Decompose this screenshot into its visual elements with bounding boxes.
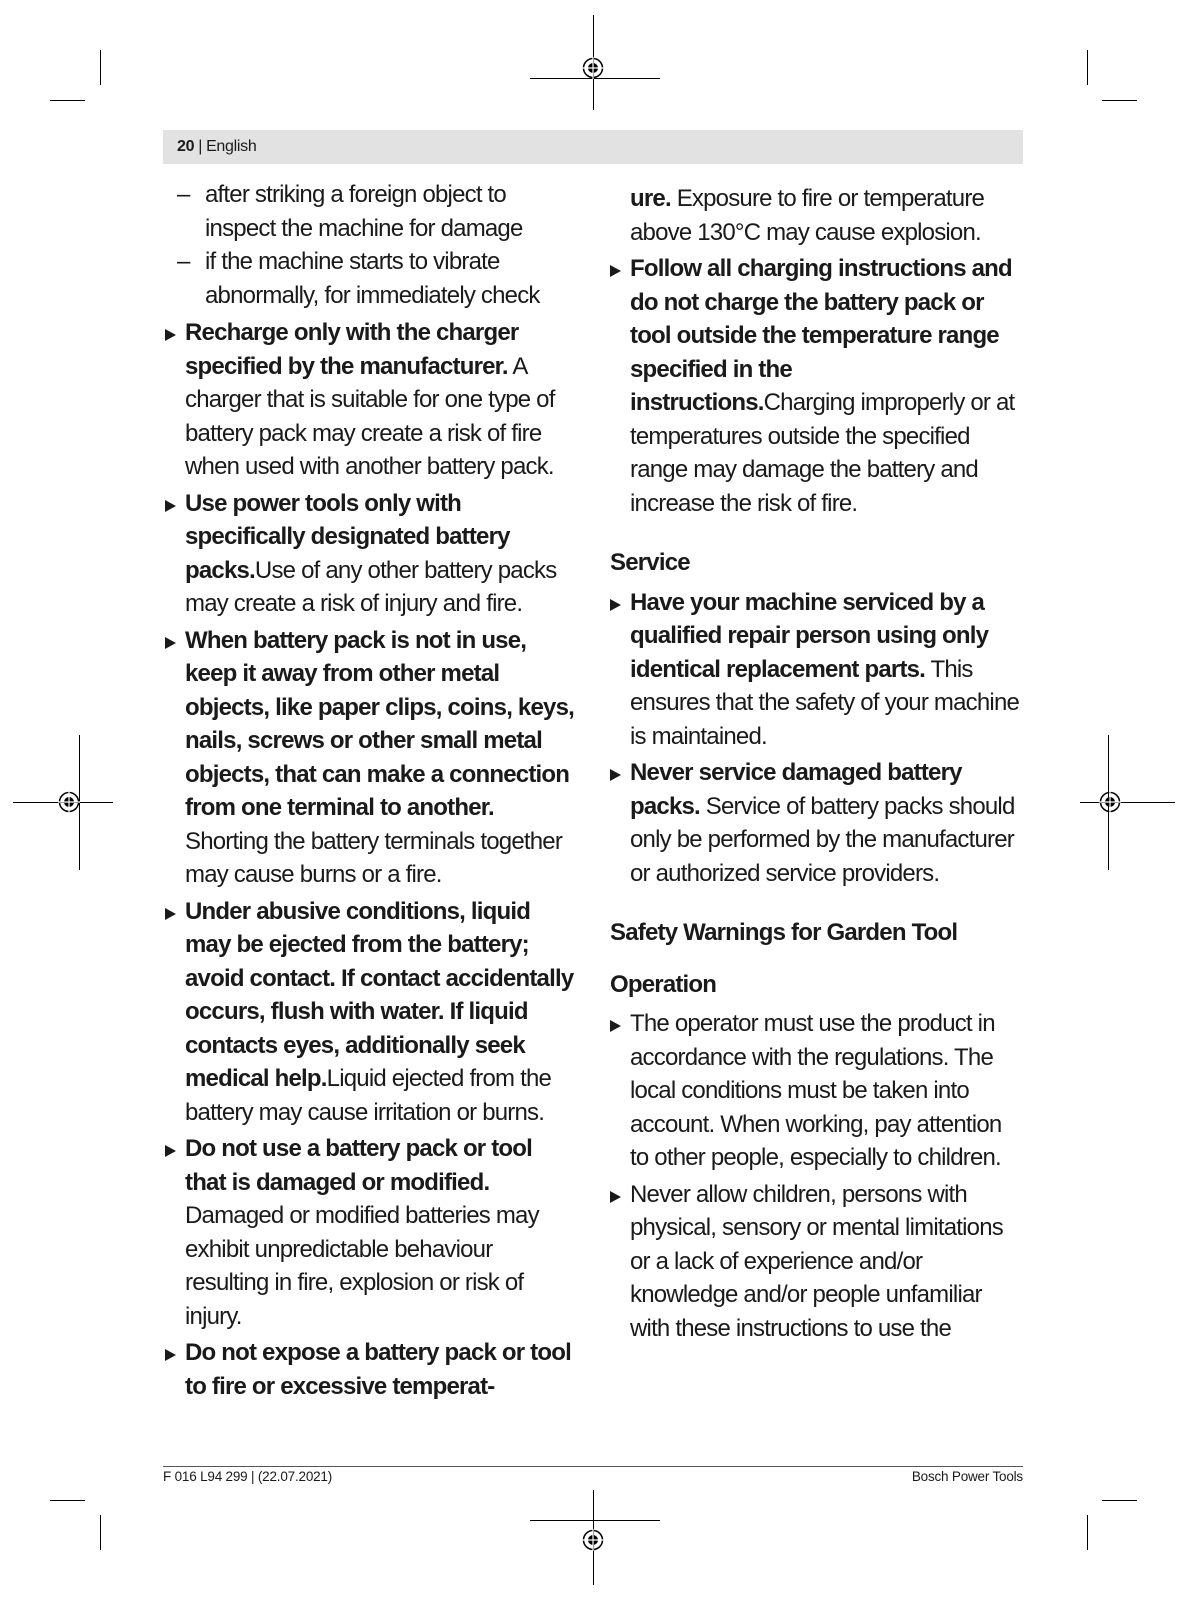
- bullet-triangle-icon: [165, 637, 176, 649]
- warning-item: Do not use a battery pack or tool that is damaged or modified. Damaged or modified batteries may exhibit unpredictable behaviour resulting in fire, explosion or risk of injury.: [165, 1132, 575, 1333]
- registration-mark-icon: [58, 791, 80, 813]
- crop-mark: [50, 1500, 85, 1501]
- bullet-triangle-icon: [165, 1145, 176, 1157]
- warning-item: Never service damaged battery packs. Service of battery packs should only be performed by the manufacturer or authorized service providers.: [610, 756, 1020, 890]
- crop-mark: [1087, 50, 1088, 85]
- header-separator: |: [198, 138, 203, 155]
- section-heading-operation: Operation: [610, 970, 717, 998]
- bullet-triangle-icon: [610, 1020, 621, 1032]
- bullet-triangle-icon: [165, 500, 176, 512]
- warning-item: Follow all charging instructions and do not charge the battery pack or tool outside the temperature range specified in the instructions.Charging improperly or at temperatures outside the specified range may damage the battery and increase the risk of fire.: [610, 252, 1020, 520]
- bullet-triangle-icon: [610, 769, 621, 781]
- right-column: [610, 182, 1020, 1348]
- registration-line: [530, 1520, 660, 1521]
- crop-mark: [1102, 100, 1137, 101]
- warning-continuation: ure. Exposure to fire or temperature above 130°C may cause explosion.: [630, 185, 985, 246]
- registration-mark-icon: [1099, 791, 1121, 813]
- crop-mark: [1102, 1500, 1137, 1501]
- left-column: [165, 178, 575, 1406]
- warning-item: When battery pack is not in use, keep it away from other metal objects, like paper clips, coins, keys, nails, screws or other small metal objects, that can make a connection from one terminal to another. Shorting the battery terminals together may cause burns or a fire.: [165, 624, 575, 892]
- warning-item: The operator must use the product in accordance with the regulations. The local conditions must be taken into account. When working, pay attention to other people, especially to children.: [610, 1007, 1020, 1175]
- crop-mark: [100, 1515, 101, 1550]
- dash-list-item: – if the machine starts to vibrate abnormally, for immediately check: [177, 248, 540, 309]
- section-heading-service: Service: [610, 549, 690, 576]
- warning-item: Never allow children, persons with physical, sensory or mental limitations or a lack of experience and/or knowledge and/or people unfamiliar with these instructions to use the: [610, 1178, 1020, 1346]
- registration-mark-icon: [582, 1529, 604, 1551]
- footer-brand: Bosch Power Tools: [911, 1469, 1023, 1484]
- page-number: 20: [177, 138, 195, 155]
- registration-mark-icon: [582, 57, 604, 79]
- bullet-triangle-icon: [610, 599, 621, 611]
- crop-mark: [1087, 1515, 1088, 1550]
- bullet-triangle-icon: [165, 1349, 176, 1361]
- page-header: [163, 130, 1023, 164]
- warning-item: Do not expose a battery pack or tool to fire or excessive temperat-: [165, 1336, 575, 1403]
- crop-mark: [50, 100, 85, 101]
- header-language: English: [206, 138, 257, 155]
- warning-item: Use power tools only with specifically designated battery packs.Use of any other battery packs may create a risk of injury and fire.: [165, 487, 575, 621]
- dash-list-item: – after striking a foreign object to inspect the machine for damage: [177, 181, 523, 242]
- warning-item: Have your machine serviced by a qualified repair person using only identical replacement parts. This ensures that the safety of your machine is maintained.: [610, 586, 1020, 754]
- page-footer: [163, 1466, 1023, 1484]
- footer-document-id: F 016 L94 299 | (22.07.2021): [163, 1469, 333, 1484]
- bullet-triangle-icon: [165, 908, 176, 920]
- bullet-triangle-icon: [165, 329, 176, 341]
- bullet-triangle-icon: [610, 265, 621, 277]
- section-heading-garden-tool: Safety Warnings for Garden Tool: [610, 919, 958, 946]
- crop-mark: [100, 50, 101, 85]
- bullet-triangle-icon: [610, 1191, 621, 1203]
- warning-item: Recharge only with the charger specified by the manufacturer. A charger that is suitable for one type of battery pack may create a risk of fire when used with another battery pack.: [165, 316, 575, 484]
- registration-line: [1080, 802, 1175, 803]
- warning-item: Under abusive conditions, liquid may be ejected from the battery; avoid contact. If contact accidentally occurs, flush with water. If liquid contacts eyes, additionally seek medical help.Liquid ejected from the battery may cause irritation or burns.: [165, 895, 575, 1130]
